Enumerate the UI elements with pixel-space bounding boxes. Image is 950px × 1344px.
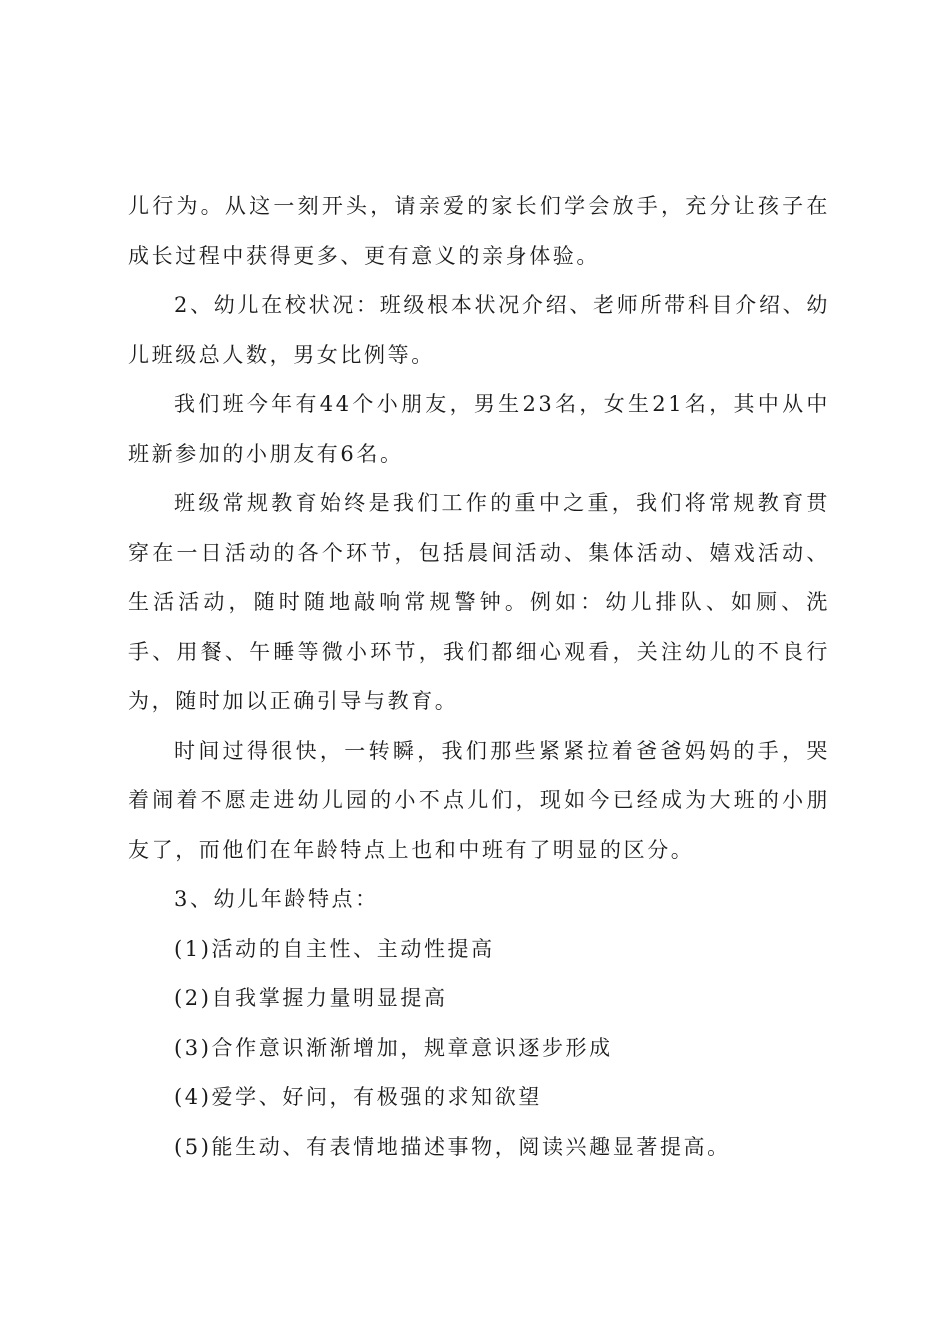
list-item: (5)能生动、有表情地描述事物，阅读兴趣显著提高。	[174, 1134, 731, 1159]
list-item: (4)爱学、好问，有极强的求知欲望	[174, 1085, 542, 1109]
list-item: (2)自我掌握力量明显提高	[174, 986, 448, 1010]
list-item: (1)活动的自主性、主动性提高	[174, 936, 495, 961]
document-body	[128, 182, 830, 1172]
paragraph-time-passing: 时间过得很快，一转瞬，我们那些紧紧拉着爸爸妈妈的手，哭着闹着不愿走进幼儿园的小不点儿们，现如今已经成为大班的小朋友了，而他们在年龄特点上也和中班有了明显的区分。	[128, 738, 830, 862]
list-item: (3)合作意识渐渐增加，规章意识逐步形成	[174, 1035, 613, 1060]
paragraph-class-status: 2、幼儿在校状况：班级根本状况介绍、老师所带科目介绍、幼儿班级总人数，男女比例等。	[128, 293, 830, 367]
paragraph-continuation: 儿行为。从这一刻开头，请亲爱的家长们学会放手，充分让孩子在成长过程中获得更多、更有意义的亲身体验。	[128, 194, 830, 268]
paragraph-routine-education: 班级常规教育始终是我们工作的重中之重，我们将常规教育贯穿在一日活动的各个环节，包括晨间活动、集体活动、嬉戏活动、生活活动，随时随地敲响常规警钟。例如：幼儿排队、如厕、洗手、用餐、午睡等微小环节，我们都细心观看，关注幼儿的不良行为，随时加以正确引导与教育。	[128, 491, 830, 713]
age-traits-list	[128, 925, 830, 1173]
section-heading-age-traits: 3、幼儿年龄特点：	[174, 887, 379, 911]
paragraph-class-size: 我们班今年有44个小朋友，男生23名，女生21名，其中从中班新参加的小朋友有6名。	[128, 392, 830, 466]
